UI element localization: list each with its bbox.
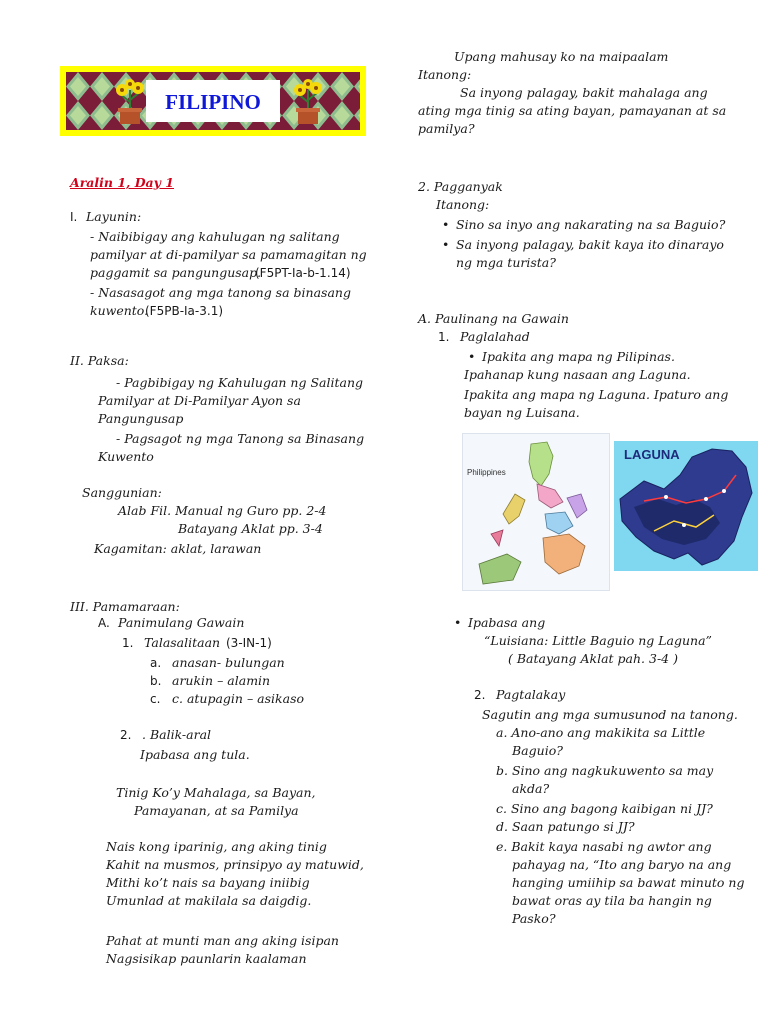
kagamitan-line: Kagamitan: aklat, larawan	[94, 541, 262, 556]
procedure-line: • Ipakita ang mapa ng Pilipinas.	[482, 348, 675, 366]
philippines-map-icon	[463, 434, 609, 590]
poem-title: Tinig Ko’y Mahalaga, sa Bayan,	[116, 785, 316, 800]
pagganyak-question: • Sino sa inyo ang nakarating na sa Baguio?	[456, 216, 725, 234]
sanggunian-line: Alab Fil. Manual ng Guro pp. 2-4	[118, 503, 327, 518]
pagganyak-heading: 2. Pagganyak	[418, 179, 503, 194]
pagtalakay-label: Pagtalakay	[496, 687, 566, 702]
layunin-line: pamilyar at di-pamilyar sa pamamagitan ng	[90, 247, 367, 262]
vocab-letter: b.	[150, 674, 162, 688]
balik-aral-label: . Balik-aral	[142, 727, 212, 742]
talasalitaan-code: (3-IN-1)	[226, 636, 272, 650]
map-label: LAGUNA	[624, 447, 680, 462]
discussion-question: Pasko?	[512, 911, 556, 926]
sanggunian-heading: Sanggunian:	[82, 485, 162, 500]
discussion-question: a. Ano-ano ang makikita sa Little	[496, 725, 706, 740]
paksa-heading: II. Paksa:	[70, 353, 129, 368]
competency-code: (F5PT-Ia-b-1.14)	[255, 266, 351, 280]
poem-line: Umunlad at makilala sa daigdig.	[106, 893, 312, 908]
paksa-line: - Pagsagot ng mga Tanong sa Binasang	[116, 431, 365, 446]
itanong-label: Itanong:	[418, 67, 472, 82]
layunin-line: paggamit sa pangungusap.	[90, 265, 262, 280]
instruction-line: Ipabasa ang tula.	[140, 747, 250, 762]
pamamaraan-heading: III. Pamamaraan:	[70, 599, 180, 614]
ipabasa-line: • Ipabasa ang	[468, 614, 545, 632]
discussion-question: e. Bakit kaya nasabi ng awtor ang	[496, 839, 712, 854]
philippines-map	[462, 433, 610, 591]
vocab-item: arukin – alamin	[172, 673, 271, 688]
poem-title: Pamayanan, at sa Pamilya	[134, 803, 299, 818]
discussion-question: hanging umiihip sa bawat minuto ng	[512, 875, 745, 890]
layunin-line: - Naibibigay ang kahulugan ng salitang	[90, 229, 340, 244]
paksa-line: Kuwento	[98, 449, 154, 464]
banner-panel	[66, 72, 360, 130]
banner-title: FILIPINO	[165, 90, 261, 114]
question-line: pamilya?	[418, 121, 475, 136]
discussion-question: bawat oras ay tila ba hangin ng	[512, 893, 712, 908]
question-line: Sa inyong palagay, bakit mahalaga ang	[460, 85, 708, 100]
laguna-map	[614, 441, 758, 571]
intro-line: Upang mahusay ko na maipaalam	[454, 49, 669, 64]
discussion-question: c. Sino ang bagong kaibigan ni JJ?	[496, 801, 713, 816]
paglalahad-label: Paglalahad	[460, 329, 530, 344]
section-numeral: I.	[70, 210, 78, 224]
paksa-line: Pangungusap	[98, 411, 184, 426]
poem-line: Mithi ko’t nais sa bayang iniibig	[106, 875, 310, 890]
discussion-question: Baguio?	[512, 743, 563, 758]
discussion-question: d. Saan patungo si JJ?	[496, 819, 635, 834]
poem-line: Pahat at munti man ang aking isipan	[106, 933, 339, 948]
vocab-letter: a.	[150, 656, 162, 670]
sanggunian-line: Batayang Aklat pp. 3-4	[178, 521, 323, 536]
list-number: 2.	[120, 728, 132, 742]
story-title: “Luisiana: Little Baguio ng Laguna”	[484, 633, 712, 648]
procedure-line: Ipakita ang mapa ng Laguna. Ipaturo ang	[464, 387, 729, 402]
itanong-label: Itanong:	[436, 197, 490, 212]
paksa-line: - Pagbibigay ng Kahulugan ng Salitang	[116, 375, 363, 390]
discussion-question: b. Sino ang nagkukuwento sa may	[496, 763, 714, 778]
aralin-heading: Aralin 1, Day 1	[70, 175, 174, 190]
procedure-line: bayan ng Luisana.	[464, 405, 580, 420]
discussion-question: akda?	[512, 781, 550, 796]
story-source: ( Batayang Aklat pah. 3-4 )	[508, 651, 678, 666]
competency-code: (F5PB-Ia-3.1)	[145, 304, 224, 318]
filipino-banner	[60, 66, 366, 136]
list-number: 1.	[438, 330, 450, 344]
poem-line: Kahit na musmos, prinsipyo ay matuwid,	[106, 857, 364, 872]
layunin-line: kuwento.	[90, 303, 149, 318]
panimulang-gawain: Panimulang Gawain	[118, 615, 245, 630]
pagganyak-question: ng mga turista?	[456, 255, 556, 270]
poem-line: Nagsisikap paunlarin kaalaman	[106, 951, 307, 966]
layunin-heading: Layunin:	[86, 209, 142, 224]
list-letter: A.	[98, 616, 110, 630]
paksa-line: Pamilyar at Di-Pamilyar Ayon sa	[98, 393, 301, 408]
vocab-letter: c.	[150, 692, 161, 706]
paglinang-heading: A. Paulinang na Gawain	[418, 311, 569, 326]
pagganyak-question: • Sa inyong palagay, bakit kaya ito dinarayo	[456, 236, 724, 254]
question-line: ating mga tinig sa ating bayan, pamayanan at sa	[418, 103, 727, 118]
list-number: 1.	[122, 636, 134, 650]
list-number: 2.	[474, 688, 486, 702]
layunin-line: - Nasasagot ang mga tanong sa binasang	[90, 285, 351, 300]
vocab-item: c. atupagin – asikaso	[172, 691, 305, 706]
vocab-item: anasan- bulungan	[172, 655, 285, 670]
discussion-question: pahayag na, “Ito ang baryo na ang	[512, 857, 732, 872]
instruction-line: Sagutin ang mga sumusunod na tanong.	[482, 707, 738, 722]
procedure-line: Ipahanap kung nasaan ang Laguna.	[464, 367, 691, 382]
poem-line: Nais kong iparinig, ang aking tinig	[106, 839, 327, 854]
talasalitaan-label: Talasalitaan	[144, 635, 221, 650]
map-label: Philippines	[467, 468, 506, 477]
